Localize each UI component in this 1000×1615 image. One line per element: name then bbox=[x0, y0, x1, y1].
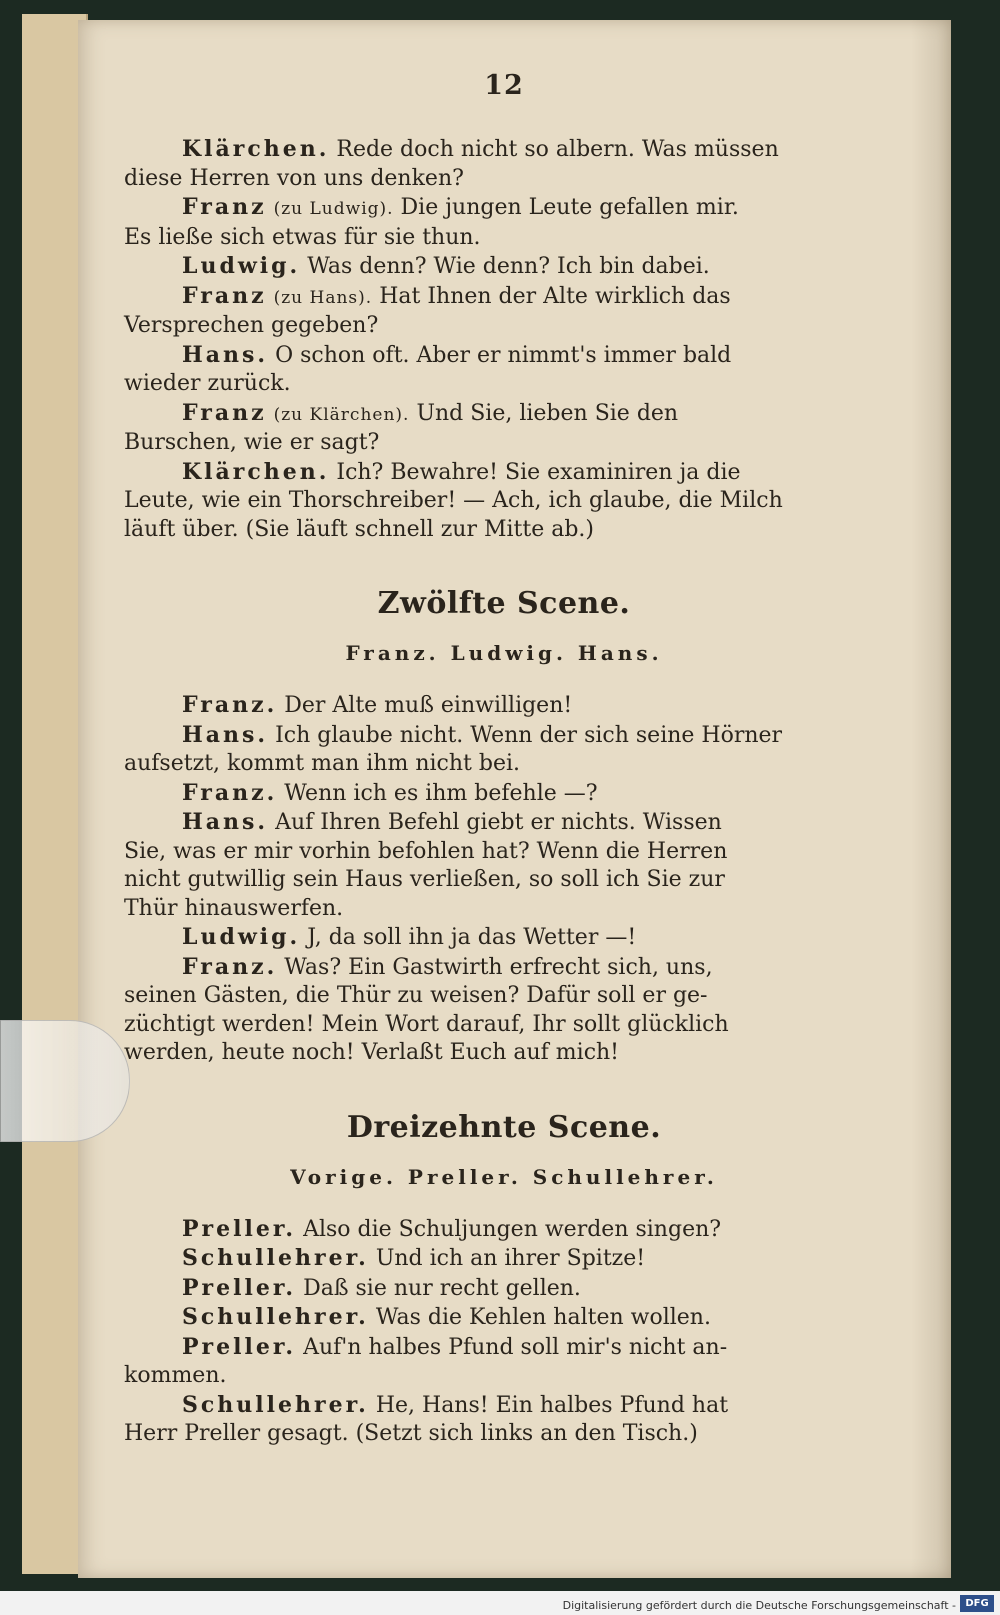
speaker-name: Hans. bbox=[182, 809, 269, 835]
speech-text: Ich glaube nicht. Wenn der sich seine Hörner bbox=[275, 722, 783, 748]
scene-13-title: Dreizehnte Scene. bbox=[346, 1109, 662, 1145]
speech-text: Die jungen Leute gefallen mir. bbox=[400, 195, 739, 220]
stage-direction: (zu Klärchen). bbox=[273, 404, 410, 425]
speech-text: Daß sie nur recht gellen. bbox=[303, 1275, 581, 1301]
speech-text: Rede doch nicht so albern. Was müssen bbox=[336, 137, 779, 162]
speaker-name: Klärchen. bbox=[182, 136, 330, 162]
dialogue-speech bbox=[124, 193, 884, 252]
speech-first-line bbox=[124, 1391, 884, 1421]
speaker-name: Schullehrer. bbox=[182, 1391, 369, 1418]
speaker-name: Franz. bbox=[182, 692, 278, 718]
speech-text: Und ich an ihrer Spitze! bbox=[375, 1246, 646, 1271]
speech-continuation-line: Leute, wie ein Thorschreiber! — Ach, ich glaube, die Milch bbox=[124, 488, 783, 513]
speech-first-line bbox=[124, 721, 884, 751]
dialogue-speech bbox=[124, 399, 884, 458]
speech-text: Wenn ich es ihm befehle —? bbox=[284, 780, 598, 806]
speech-text: Auf'n halbes Pfund soll mir's nicht an- bbox=[303, 1334, 728, 1360]
speech-text: Was? Ein Gastwirth erfrecht sich, uns, bbox=[284, 954, 713, 980]
speech-text: Hat Ihnen der Alte wirklich das bbox=[379, 283, 731, 309]
speech-first-line bbox=[124, 282, 884, 313]
speech-first-line bbox=[124, 923, 884, 953]
speech-text: Ich? Bewahre! Sie examiniren ja die bbox=[336, 459, 741, 485]
speaker-name: Ludwig. bbox=[182, 253, 301, 279]
speech-first-line bbox=[124, 1274, 884, 1304]
speaker-name: Preller. bbox=[182, 1215, 297, 1242]
speech-continuation-line: Burschen, wie er sagt? bbox=[124, 430, 380, 455]
page-content bbox=[124, 70, 884, 1449]
dialogue-speech bbox=[124, 135, 884, 193]
scene-12-dialogue bbox=[124, 691, 884, 1068]
speech-first-line bbox=[124, 1303, 884, 1333]
dialogue-speech bbox=[124, 282, 884, 341]
speaker-name: Franz bbox=[182, 194, 267, 220]
speech-first-line bbox=[124, 808, 884, 838]
dialogue-speech bbox=[124, 953, 884, 1068]
page-number: 12 bbox=[484, 70, 524, 101]
speech-first-line bbox=[124, 1333, 884, 1363]
speech-first-line bbox=[124, 1244, 884, 1274]
stage-direction: (zu Ludwig). bbox=[273, 199, 394, 219]
speech-text: Was denn? Wie denn? Ich bin dabei. bbox=[307, 254, 710, 279]
scene-13-cast: Vorige. Preller. Schullehrer. bbox=[290, 1164, 718, 1189]
speech-first-line bbox=[124, 779, 884, 809]
dialogue-speech bbox=[124, 1303, 884, 1333]
page-shadow bbox=[911, 20, 951, 1578]
speaker-name: Franz bbox=[182, 399, 267, 426]
speech-continuation-line: Thür hinauswerfen. bbox=[124, 895, 344, 921]
speech-first-line bbox=[124, 458, 884, 488]
speech-first-line bbox=[124, 193, 884, 224]
speech-first-line bbox=[124, 399, 884, 430]
footer-credit: Digitalisierung gefördert durch die Deutsche Forschungsgemeinschaft - bbox=[562, 1599, 956, 1612]
dialogue-speech bbox=[124, 458, 884, 545]
speech-first-line bbox=[124, 341, 884, 371]
speech-first-line bbox=[124, 691, 884, 721]
scanner-clip bbox=[0, 1020, 130, 1142]
speech-continuation-line: diese Herren von uns denken? bbox=[124, 165, 464, 191]
dialogue-speech bbox=[124, 721, 884, 779]
dialogue-speech bbox=[124, 1274, 884, 1304]
speech-text: Also die Schuljungen werden singen? bbox=[303, 1216, 722, 1242]
speech-text: J, da soll ihn ja das Wetter —! bbox=[307, 925, 637, 950]
dialogue-speech bbox=[124, 1244, 884, 1274]
dialogue-speech bbox=[124, 779, 884, 809]
stage-direction: (zu Hans). bbox=[273, 287, 373, 308]
scene-12-cast: Franz. Ludwig. Hans. bbox=[345, 641, 663, 665]
speaker-name: Schullehrer. bbox=[182, 1304, 369, 1330]
speaker-name: Schullehrer. bbox=[182, 1245, 369, 1271]
speaker-name: Franz. bbox=[182, 953, 278, 980]
speech-continuation-line: wieder zurück. bbox=[124, 371, 291, 396]
speech-first-line bbox=[124, 252, 884, 282]
speech-continuation-line: werden, heute noch! Verlaßt Euch auf mich! bbox=[124, 1040, 620, 1065]
speaker-name: Preller. bbox=[182, 1274, 297, 1301]
speaker-name: Hans. bbox=[182, 341, 269, 368]
speaker-name: Klärchen. bbox=[182, 458, 330, 485]
speech-continuation-line: Herr Preller gesagt. (Setzt sich links an den Tisch.) bbox=[124, 1421, 698, 1446]
speech-continuation-line: aufsetzt, kommt man ihm nicht bei. bbox=[124, 751, 520, 776]
speech-continuation-line: seinen Gästen, die Thür zu weisen? Dafür soll er ge- bbox=[124, 983, 708, 1008]
speech-continuation-line: züchtigt werden! Mein Wort darauf, Ihr sollt glücklich bbox=[124, 1011, 729, 1037]
speaker-name: Franz. bbox=[182, 779, 278, 806]
speech-text: He, Hans! Ein halbes Pfund hat bbox=[375, 1392, 729, 1418]
footer-strip bbox=[0, 1591, 1000, 1615]
speaker-name: Hans. bbox=[182, 721, 269, 748]
speaker-name: Preller. bbox=[182, 1333, 297, 1360]
speech-text: Und Sie, lieben Sie den bbox=[416, 400, 679, 426]
speaker-name: Franz bbox=[182, 282, 267, 309]
speech-text: Auf Ihren Befehl giebt er nichts. Wissen bbox=[275, 810, 722, 835]
speech-text: Der Alte muß einwilligen! bbox=[284, 693, 573, 718]
scene-12-title: Zwölfte Scene. bbox=[377, 586, 631, 621]
dfg-logo: DFG bbox=[960, 1595, 994, 1612]
dialogue-speech bbox=[124, 808, 884, 923]
speech-first-line bbox=[124, 1215, 884, 1245]
speech-continuation-line: läuft über. (Sie läuft schnell zur Mitte ab.) bbox=[124, 516, 594, 542]
dialogue-block-1 bbox=[124, 135, 884, 544]
speech-continuation-line: Es ließe sich etwas für sie thun. bbox=[124, 224, 481, 250]
dialogue-speech bbox=[124, 691, 884, 721]
speech-continuation-line: Versprechen gegeben? bbox=[124, 313, 379, 338]
dialogue-speech bbox=[124, 252, 884, 282]
scene-13-dialogue bbox=[124, 1215, 884, 1449]
speech-continuation-line: Sie, was er mir vorhin befohlen hat? Wenn die Herren bbox=[124, 838, 728, 864]
speaker-name: Ludwig. bbox=[182, 924, 301, 950]
speech-text: O schon oft. Aber er nimmt's immer bald bbox=[275, 342, 732, 368]
speech-continuation-line: kommen. bbox=[124, 1363, 227, 1388]
speech-text: Was die Kehlen halten wollen. bbox=[375, 1305, 711, 1330]
dialogue-speech bbox=[124, 1215, 884, 1245]
speech-first-line bbox=[124, 135, 884, 165]
speech-first-line bbox=[124, 953, 884, 983]
dialogue-speech bbox=[124, 341, 884, 399]
dialogue-speech bbox=[124, 923, 884, 953]
dialogue-speech bbox=[124, 1391, 884, 1449]
speech-continuation-line: nicht gutwillig sein Haus verließen, so soll ich Sie zur bbox=[124, 867, 725, 892]
dialogue-speech bbox=[124, 1333, 884, 1391]
